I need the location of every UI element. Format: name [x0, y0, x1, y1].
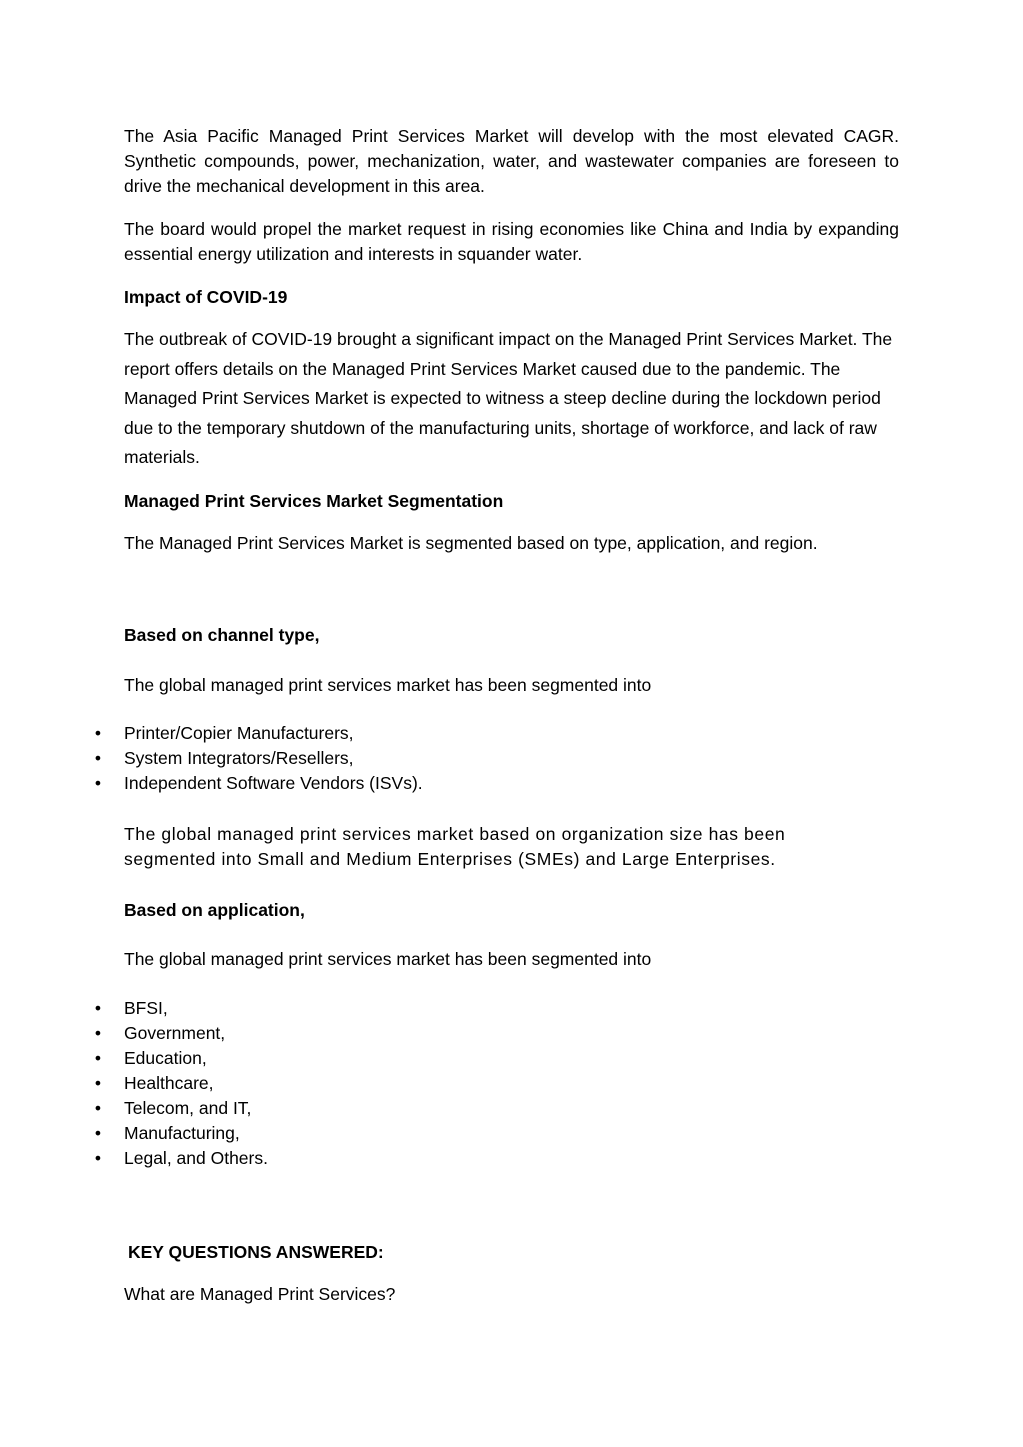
list-item-label: Education,: [124, 1048, 207, 1068]
heading-key-questions: KEY QUESTIONS ANSWERED:: [128, 1242, 384, 1262]
list-item: [94, 1021, 268, 1046]
paragraph-channel-intro: The global managed print services market has been segmented into: [124, 675, 652, 695]
list-item-label: System Integrators/Resellers,: [124, 748, 354, 768]
bullet-icon: •: [94, 1073, 102, 1093]
list-item-label: Manufacturing,: [124, 1123, 240, 1143]
list-item-label: Healthcare,: [124, 1073, 214, 1093]
list-item: [94, 1121, 268, 1146]
paragraph-covid: The outbreak of COVID-19 brought a significant impact on the Managed Print Services Market. The report offers details on the Managed Print Services Market caused due to the pandemic. The Managed Print Services Market is expected to witness a steep decline during the lockdown period due to the temporary shutdown of the manufacturing units, shortage of workforce, and lack of raw materials.: [124, 329, 893, 467]
list-item-label: Government,: [124, 1023, 226, 1043]
paragraph-asia-pacific: The Asia Pacific Managed Print Services Market will develop with the most elevated CAGR. Synthetic compounds, power, mechanization, water, and wastewater companies are foreseen to drive the mechanical development in this area.: [124, 126, 899, 196]
paragraph-organization-size: The global managed print services market based on organization size has been segmented into Small and Medium Enterprises (SMEs) and Large Enterprises.: [124, 824, 786, 869]
list-item-label: BFSI,: [124, 998, 168, 1018]
list-item: [94, 1096, 268, 1121]
bullet-icon: •: [94, 998, 102, 1018]
paragraph-application-intro: The global managed print services market has been segmented into: [124, 949, 652, 969]
heading-segmentation: Managed Print Services Market Segmentation: [124, 491, 504, 511]
list-item-label: Legal, and Others.: [124, 1148, 268, 1168]
paragraph-segmentation: The Managed Print Services Market is segmented based on type, application, and region.: [124, 533, 818, 553]
bullet-icon: •: [94, 1023, 102, 1043]
list-item: [94, 1146, 268, 1171]
heading-channel-type: Based on channel type,: [124, 625, 320, 645]
list-item: [94, 996, 268, 1021]
bullet-icon: •: [94, 1048, 102, 1068]
list-item: [94, 721, 423, 746]
bullet-icon: •: [94, 1123, 102, 1143]
list-item: [94, 746, 423, 771]
list-item-label: Printer/Copier Manufacturers,: [124, 723, 354, 743]
bullet-icon: •: [94, 1148, 102, 1168]
list-item-label: Telecom, and IT,: [124, 1098, 252, 1118]
bullet-icon: •: [94, 1098, 102, 1118]
paragraph-question-1: What are Managed Print Services?: [124, 1284, 396, 1304]
channel-type-list: [94, 721, 423, 796]
list-item: [94, 771, 423, 796]
list-item: [94, 1046, 268, 1071]
heading-covid: Impact of COVID-19: [124, 287, 288, 307]
application-list: [94, 996, 268, 1171]
heading-application: Based on application,: [124, 900, 305, 920]
paragraph-board: The board would propel the market request in rising economies like China and India by expanding essential energy utilization and interests in squander water.: [124, 219, 899, 264]
bullet-icon: •: [94, 748, 102, 768]
bullet-icon: •: [94, 773, 102, 793]
bullet-icon: •: [94, 723, 102, 743]
list-item: [94, 1071, 268, 1096]
list-item-label: Independent Software Vendors (ISVs).: [124, 773, 423, 793]
